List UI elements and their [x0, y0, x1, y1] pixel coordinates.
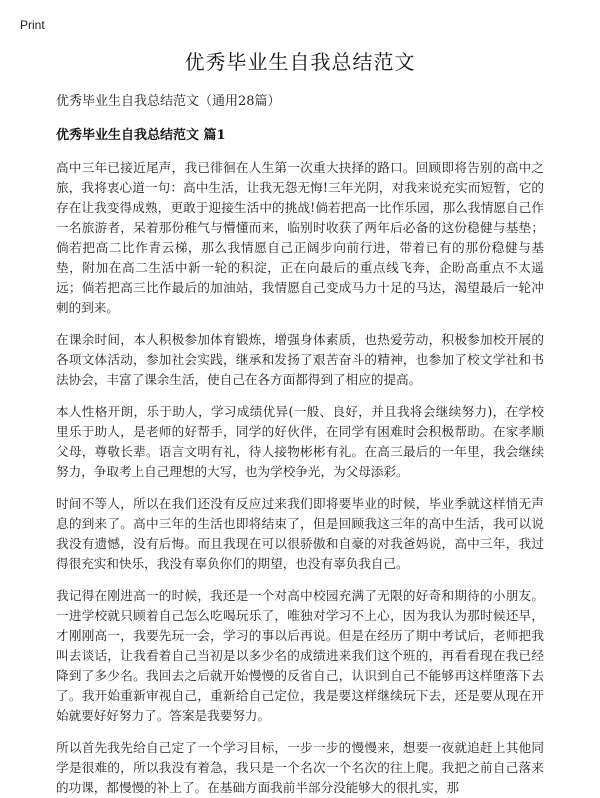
- paragraph-5: 我记得在刚进高一的时候，我还是一个对高中校园充满了无限的好奇和期待的小朋友。一进学校就只顾着自己怎么吃喝玩乐了，唯独对学习不上心，因为我认为那时候还早，才刚刚高一，我要先玩一会，学习的事以后再说。但是在经历了期中考试后，老师把我叫去谈话，让我看着自己当初是以多少名的成绩进来我们这个班的，再看看现在我已经降到了多少名。我回去之后就开始慢慢的反省自己，认识到自己不能够再这样堕落下去了。我开始重新审视自己，重新给自己定位，我是要这样继续玩下去，还是要从现在开始就要好好努力了。答案是我要努力。: [56, 588, 544, 723]
- paragraph-1: 高中三年已接近尾声，我已徘徊在人生第一次重大抉择的路口。回顾即将告别的高中之旅，我将衷心道一句：高中生活，让我无怨无悔!三年光阴，对我来说充实而短暂，它的存在让我变得成熟，更敢于迎接生活中的挑战!倘若把高一比作乐园，那么我情愿自己作一名旅游者，呆着那份稚气与懵懂而来，临别时收获了两年后必备的这份稳健与基垫；倘若把高二比作青云梯，那么我情愿自己正阔步向前行进，带着已有的那份稳健与基垫，附加在高二生活中新一轮的积淀，正在向最后的重点线飞奔，企盼高重点不太遥远；倘若把高三比作最后的加油站，我情愿自己变成马力十足的马达，渴望最后一轮冲刺的到来。: [56, 160, 544, 315]
- page-title: 优秀毕业生自我总结范文: [184, 50, 416, 74]
- section-heading: 优秀毕业生自我总结范文 篇1: [56, 128, 226, 143]
- print-link[interactable]: Print: [20, 18, 45, 32]
- paragraph-4: 时间不等人，所以在我们还没有反应过来我们即将要毕业的时候，毕业季就这样悄无声息的到来了。高中三年的生活也即将结束了，但是回顾我这三年的高中生活，我可以说我没有遗憾，没有后悔。而且我现在可以很骄傲和自豪的对我爸妈说，高中三年，我过得很充实和快乐，我没有辜负你们的期望，也没有辜负我自己。: [56, 496, 544, 571]
- document-subtitle: 优秀毕业生自我总结范文（通用28篇）: [56, 94, 281, 109]
- paragraph-2: 在课余时间，本人积极参加体育锻炼，增强身体素质，也热爱劳动，积极参加校开展的各项文体活动，参加社会实践，继承和发扬了艰苦奋斗的精神，也参加了校文学社和书法协会，丰富了课余生活，使自己在各方面都得到了相应的提高。: [56, 332, 544, 387]
- paragraph-6: 所以首先我先给自己定了一个学习目标，一步一步的慢慢来，想要一夜就追赶上其他同学是很难的，所以我没有着急，我只是一个名次一个名次的往上爬。我把之前自己落来的功课，都慢慢的补上了。在基础方面我前半部分没能够大的很扎实，那: [56, 740, 544, 795]
- paragraph-3: 本人性格开朗，乐于助人，学习成绩优异(一般、良好，并且我将会继续努力)，在学校里乐于助人，是老师的好帮手，同学的好伙伴，在同学有困难时会积极帮助。在家孝顺父母，尊敬长辈。语言文明有礼，待人接物彬彬有礼。在高三最后的一年里，我会继续努力，争取考上自己理想的大写，也为学校争光，为父母添彩。: [56, 404, 544, 479]
